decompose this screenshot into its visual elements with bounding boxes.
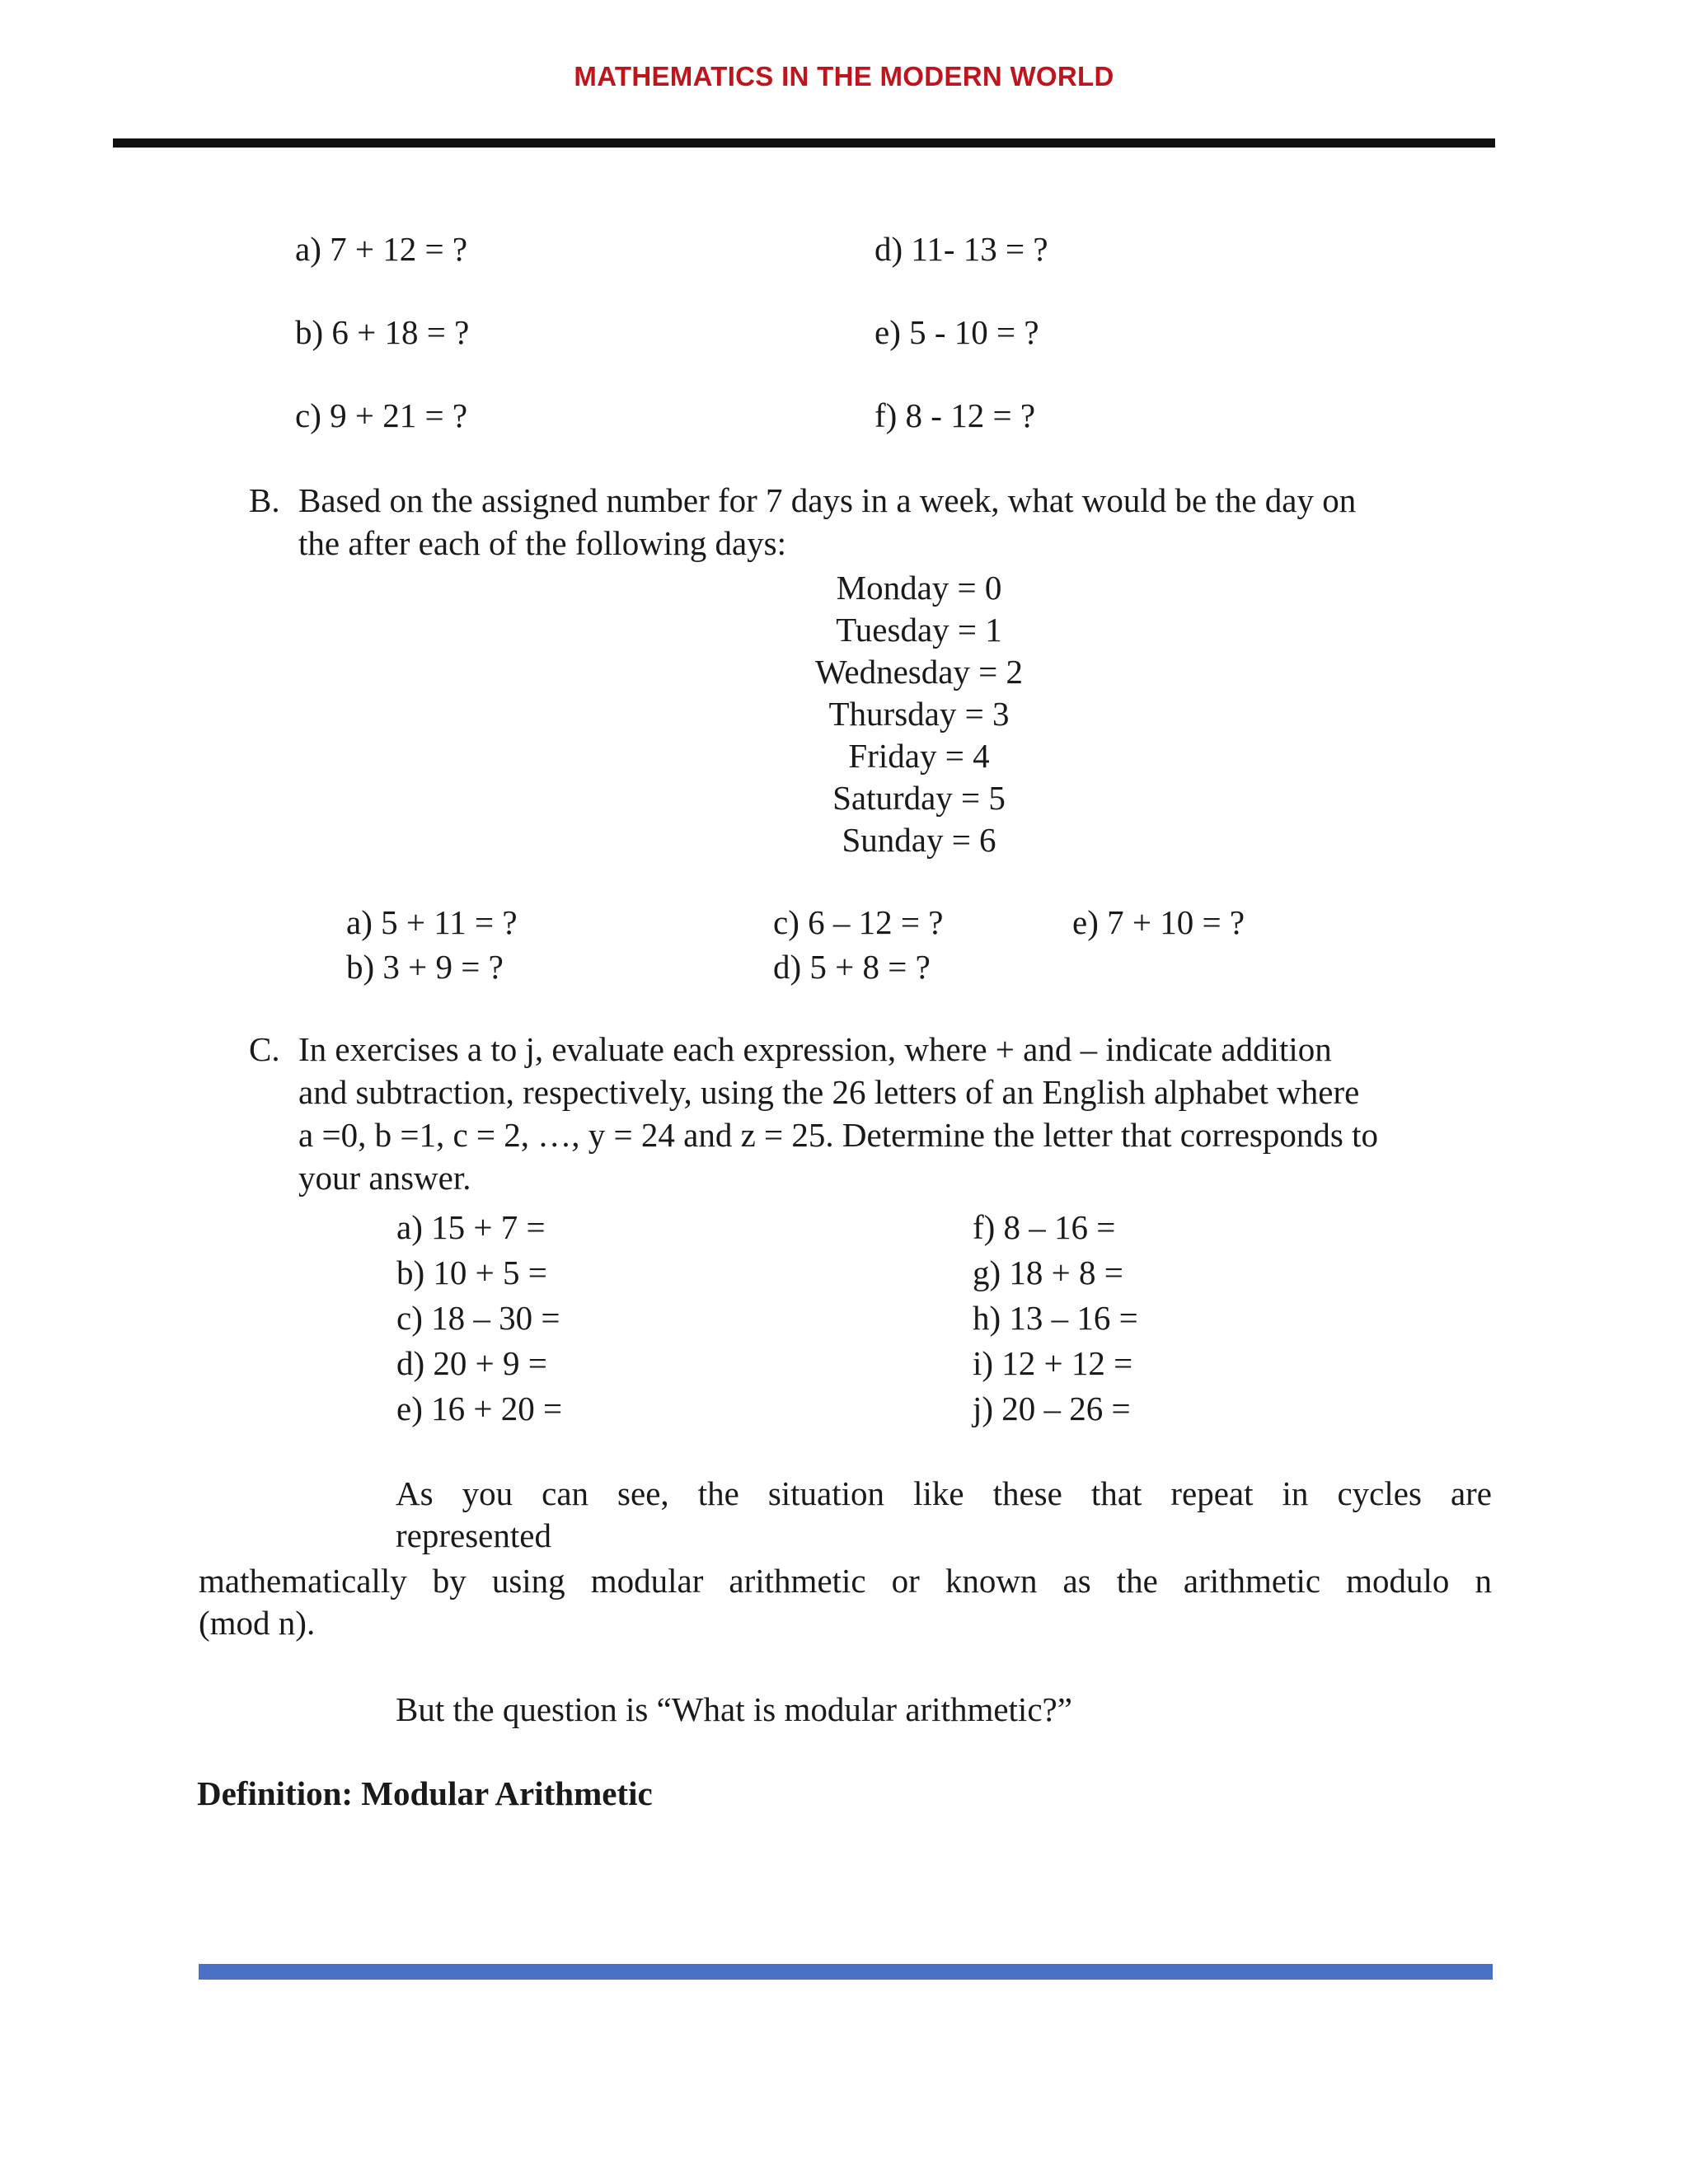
header-rule (113, 138, 1495, 148)
section-b-line-1: Based on the assigned number for 7 days in a week, what would be the day on (298, 481, 1357, 519)
day-wednesday: Wednesday = 2 (814, 653, 1024, 691)
exercise-c-i: i) 12 + 12 = (973, 1344, 1133, 1382)
day-tuesday: Tuesday = 1 (836, 611, 1002, 649)
day-saturday: Saturday = 5 (832, 779, 1006, 817)
section-c-label: C. (249, 1030, 280, 1068)
exercise-c-f: f) 8 – 16 = (973, 1208, 1116, 1246)
exercise-b-e: e) 7 + 10 = ? (1072, 903, 1245, 941)
exercise-a-c: c) 9 + 21 = ? (295, 396, 468, 434)
day-friday: Friday = 4 (848, 737, 990, 775)
exercise-b-c: c) 6 – 12 = ? (773, 903, 944, 941)
day-thursday: Thursday = 3 (828, 695, 1010, 733)
exercise-b-a: a) 5 + 11 = ? (346, 903, 518, 941)
exercise-c-h: h) 13 – 16 = (973, 1299, 1138, 1337)
footer-rule (199, 1964, 1493, 1980)
exercise-a-e: e) 5 - 10 = ? (874, 313, 1039, 351)
closing-line-3: mathematically by using modular arithmetic or known as the arithmetic modulo n (199, 1562, 1492, 1600)
exercise-c-b: b) 10 + 5 = (396, 1254, 547, 1291)
closing-line-2: represented (396, 1516, 551, 1554)
exercise-c-a: a) 15 + 7 = (396, 1208, 546, 1246)
exercise-a-b: b) 6 + 18 = ? (295, 313, 470, 351)
exercise-b-b: b) 3 + 9 = ? (346, 948, 504, 986)
exercise-a-a: a) 7 + 12 = ? (295, 230, 468, 268)
exercise-b-d: d) 5 + 8 = ? (773, 948, 931, 986)
day-monday: Monday = 0 (836, 569, 1002, 607)
section-b-label: B. (249, 481, 280, 519)
closing-line-1: As you can see, the situation like these that repeat in cycles are (396, 1474, 1492, 1512)
exercise-c-c: c) 18 – 30 = (396, 1299, 560, 1337)
closing-line-4: (mod n). (199, 1604, 316, 1642)
exercise-a-f: f) 8 - 12 = ? (874, 396, 1036, 434)
day-number-list (0, 567, 1688, 861)
exercise-c-e: e) 16 + 20 = (396, 1390, 563, 1427)
exercise-c-d: d) 20 + 9 = (396, 1344, 547, 1382)
day-sunday: Sunday = 6 (842, 821, 996, 859)
closing-question: But the question is “What is modular arithmetic?” (396, 1690, 1072, 1728)
section-c-line-1: In exercises a to j, evaluate each expression, where + and – indicate addition (298, 1030, 1332, 1068)
page-header-title: MATHEMATICS IN THE MODERN WORLD (574, 61, 1114, 91)
definition-heading: Definition: Modular Arithmetic (197, 1774, 653, 1812)
section-b-line-2: the after each of the following days: (298, 524, 786, 562)
section-c-line-4: your answer. (298, 1159, 471, 1197)
section-c-line-2: and subtraction, respectively, using the 26 letters of an English alphabet where (298, 1073, 1360, 1111)
exercise-c-g: g) 18 + 8 = (973, 1254, 1123, 1291)
exercise-a-d: d) 11- 13 = ? (874, 230, 1048, 268)
exercise-c-j: j) 20 – 26 = (973, 1390, 1131, 1427)
section-c-line-3: a =0, b =1, c = 2, …, y = 24 and z = 25. Determine the letter that corresponds to (298, 1116, 1378, 1154)
